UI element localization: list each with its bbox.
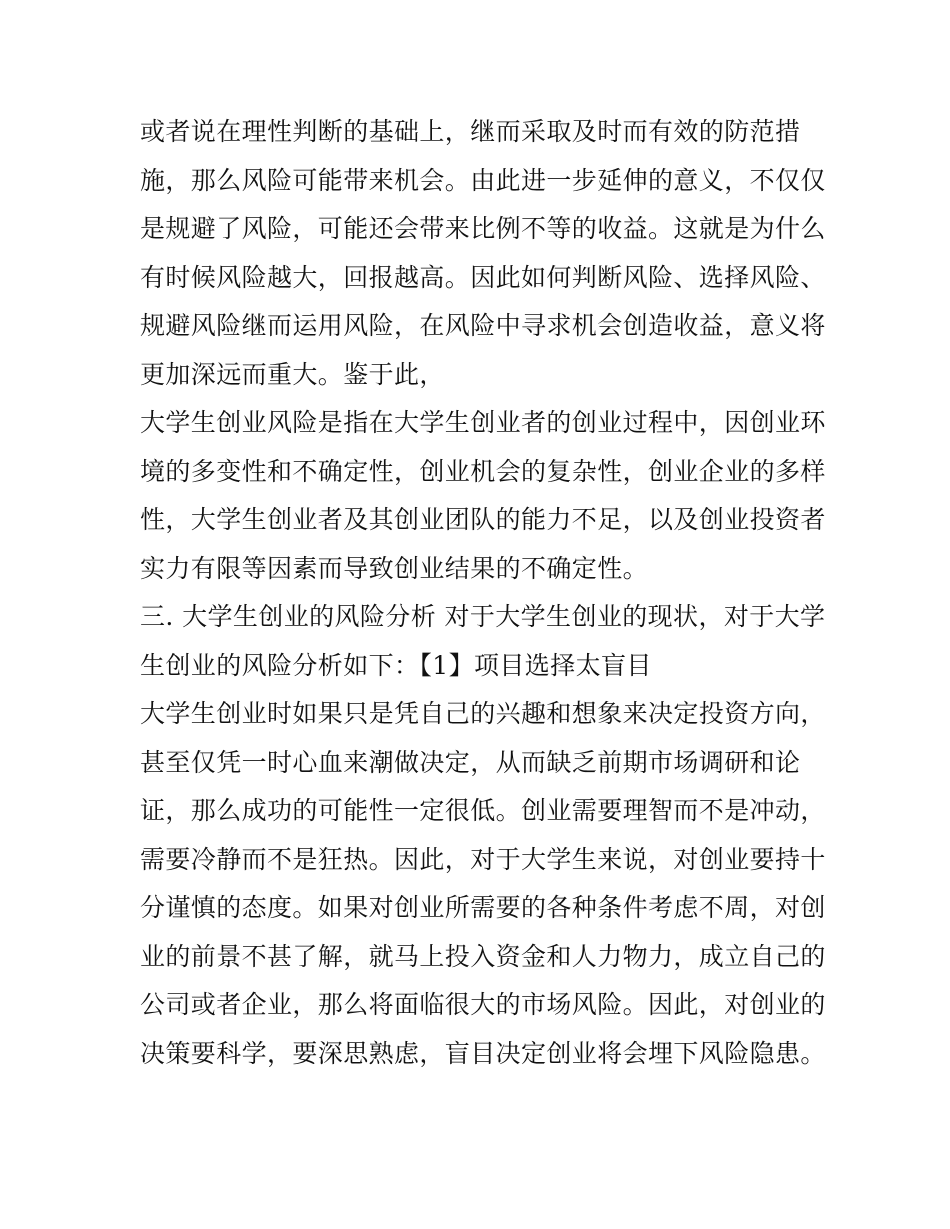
text-line: 有时候风险越大，回报越高。因此如何判断风险、选择风险、: [140, 262, 826, 292]
text-line: 分谨慎的态度。如果对创业所需要的各种条件考虑不周，对创: [140, 893, 826, 922]
document-body: [140, 108, 840, 1078]
text-line: 实力有限等因素而导致创业结果的不确定性。: [140, 553, 649, 583]
text-line: 规避风险继而运用风险，在风险中寻求机会创造收益，意义将: [140, 311, 826, 340]
text-line: 更加深远而重大。鉴于此，: [140, 359, 445, 389]
text-line: 施，那么风险可能带来机会。由此进一步延伸的意义，不仅仅: [140, 165, 826, 195]
text-line: 大学生创业时如果只是凭自己的兴趣和想象来决定投资方向，: [140, 699, 826, 728]
section-heading-line: 三. 大学生创业的风险分析 对于大学生创业的现状，对于大学: [140, 602, 826, 631]
text-line: 甚至仅凭一时心血来潮做决定，从而缺乏前期市场调研和论: [140, 747, 801, 777]
text-line: 决策要科学，要深思熟虑，盲目决定创业将会埋下风险隐患。: [140, 1038, 826, 1068]
text-line: 生创业的风险分析如下：【1】项目选择太盲目: [140, 650, 652, 680]
text-line: 大学生创业风险是指在大学生创业者的创业过程中，因创业环: [140, 408, 826, 437]
text-line: 需要冷静而不是狂热。因此，对于大学生来说，对创业要持十: [140, 844, 826, 874]
text-line: 或者说在理性判断的基础上，继而采取及时而有效的防范措: [140, 117, 801, 146]
text-line: 境的多变性和不确定性，创业机会的复杂性，创业企业的多样: [140, 456, 826, 486]
text-line: 证，那么成功的可能性一定很低。创业需要理智而不是冲动，: [140, 796, 826, 825]
text-line: 业的前景不甚了解，就马上投入资金和人力物力，成立自己的: [140, 941, 826, 971]
text-line: 公司或者企业，那么将面临很大的市场风险。因此，对创业的: [140, 990, 826, 1019]
text-line: 性，大学生创业者及其创业团队的能力不足，以及创业投资者: [140, 505, 826, 534]
text-line: 是规避了风险，可能还会带来比例不等的收益。这就是为什么: [140, 214, 826, 243]
